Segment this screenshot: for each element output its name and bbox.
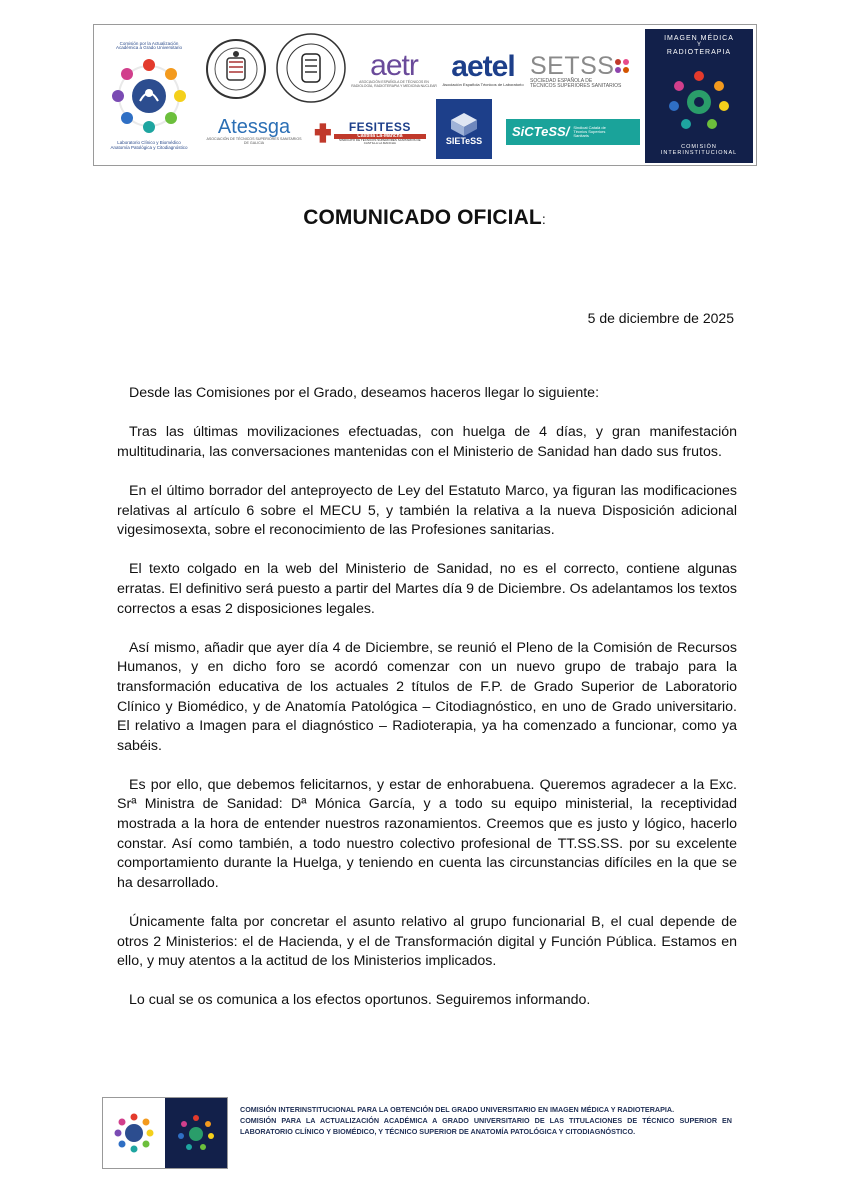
logo-text: SINDICATO DE TÉCNICOS SUPERIORES SANITARIOS DE CASTILLA LA MANCHA: [339, 137, 421, 145]
paragraph: Así mismo, añadir que ayer día 4 de Diciembre, se reunió el Pleno de la Comisión de Recursos Humanos, y en dicho foro se acordó comenzar con un nuevo grupo de trabajo para la transformación educativa de los actuales 2 títulos de F.P. de Grado Superior de Laboratorio Clínico y Biomédico, y de Anatomía Patológica – Citodiagnóstico, en uno de Grado universitario. El relativo a Imagen para el diagnóstico – Radioterapia, ya ha comenzado a funcionar, como ya sabéis.: [117, 639, 737, 754]
paragraph: Desde las Comisiones por el Grado, deseamos haceros llegar lo siguiente:: [129, 385, 600, 401]
title-colon: :: [541, 211, 546, 227]
molecule-icon: [614, 58, 630, 74]
logo-text: Académica a Grado Universitario: [115, 45, 183, 51]
logo-text: COMISIÓN: [681, 144, 717, 151]
logo-text: SETSS: [530, 51, 615, 80]
logo-text: Laboratorio Clínico y Biomédico: [117, 140, 181, 145]
comision-grado-small-logo: [103, 1098, 165, 1168]
comision-grado-logo: [100, 29, 198, 163]
footer-logos: [102, 1097, 228, 1169]
people-circle-icon: [176, 1113, 216, 1153]
paragraph: En el último borrador del anteproyecto de Ley del Estatuto Marco, ya figuran las modificaciones relativas al artículo 6 sobre el MECU 5, y también la relativa a la nueva Disposición adicional vigesimosexta, sobre el reconocimiento de las Profesiones sanitarias.: [117, 482, 737, 539]
paragraph: Tras las últimas movilizaciones efectuadas, con huelga de 4 días, y gran manifestación multitudinaria, las conversaciones mantenidas con el Ministerio de Sanidad han dado sus frutos.: [117, 424, 737, 460]
sictess-logo: [506, 119, 640, 145]
title-text: COMUNICADO OFICIAL: [303, 206, 542, 229]
college-seal-2-icon: [274, 31, 348, 105]
logo-text: ASOCIACIÓN DE TÉCNICOS SUPERIORES SANITARIOS DE GALICIA: [206, 136, 302, 145]
people-circle-icon: [104, 51, 194, 141]
logo-text: ASOCIACIÓN ESPAÑOLA DE TÉCNICOS EN RADIOLOGÍA, RADIOTERAPIA Y MEDICINA NUCLEAR: [351, 80, 437, 88]
cube-icon: [449, 111, 479, 137]
page-title: [0, 206, 849, 230]
cross-icon: [314, 119, 332, 147]
logo-text: Asociación Española Técnicos de Laboratorio: [442, 81, 524, 87]
sietess-logo: [436, 99, 492, 159]
people-circle-icon: [664, 68, 734, 134]
logo-text: SiCTeSS/: [512, 124, 570, 140]
setss-logo: [530, 47, 640, 95]
imagen-medica-small-logo: [165, 1098, 227, 1168]
paragraph: Únicamente falta por concretar el asunto relativo al grupo funcionarial B, el cual depende de otros 2 Ministerios: el de Hacienda, y el de Transformación digital y Función Pública. Estamos en ello, y muy atentos a la actitud de los Ministerios implicados.: [117, 914, 737, 970]
atessga-logo: [206, 111, 302, 151]
logo-text: Atessga: [217, 115, 291, 138]
aetr-logo: [350, 39, 438, 99]
aetel-logo: [440, 39, 526, 99]
logo-text: aetel: [451, 50, 515, 84]
logo-text: Castilla La-Mancha: [334, 134, 426, 139]
logo-text: Y: [696, 42, 701, 49]
footer-text: [240, 1104, 732, 1137]
logo-text: IMAGEN MÉDICA: [664, 35, 734, 42]
logo-text: Anatomía Patológica y Citodiagnóstico: [110, 144, 188, 150]
logo-text: INTERINSTITUCIONAL: [660, 150, 738, 157]
logo-text: RADIOTERAPIA: [666, 48, 732, 56]
letter-body: [117, 384, 737, 1031]
footer-line: COMISIÓN INTERINSTITUCIONAL PARA LA OBTENCIÓN DEL GRADO UNIVERSITARIO EN IMAGEN MÉDICA Y RADIOTERAPIA.: [240, 1105, 675, 1114]
logo-text: FESITESS: [348, 119, 411, 134]
logo-text: SOCIEDAD ESPAÑOLA DE: [530, 77, 593, 84]
document-date: 5 de diciembre de 2025: [587, 310, 734, 326]
imagen-medica-logo: [645, 29, 753, 163]
logo-text: TÉCNICOS SUPERIORES SANITARIOS: [530, 83, 622, 90]
logo-text: aetr: [370, 48, 418, 82]
paragraph: El texto colgado en la web del Ministerio de Sanidad, no es el correcto, contiene algunas erratas. El definitivo será puesto a partir del Martes día 9 de Diciembre. Os adelantamos los textos correctos a esas 2 disposiciones legales.: [117, 561, 737, 617]
logo-text: Sindicat Català de Tècnics Superiors Sanitaris: [573, 124, 606, 139]
paragraph: Lo cual se os comunica a los efectos oportunos. Seguiremos informando.: [129, 992, 591, 1009]
people-circle-icon: [112, 1111, 156, 1155]
logo-text: SIETeSS: [445, 136, 483, 147]
college-seal-1-icon: [204, 37, 268, 101]
header-logo-band: [93, 24, 757, 166]
logo-text: Comisión por la Actualización: [119, 40, 179, 46]
paragraph: Es por ello, que debemos felicitarnos, y estar de enhorabuena. Queremos agradecer a la Exc. Srª Ministra de Sanidad: Dª Mónica García, y a todo su equipo ministerial, la receptividad mostrada a la hora de entender nuestros razonamientos. Creemos que es justo y lógico, hacerlo constar. Así como también, a todo nuestro colectivo profesional de TT.SS.SS. por su excelente comportamiento durante la Huelga, y teniendo en cuenta las circunstancias difíciles en la que se ha desarrollado.: [117, 776, 737, 891]
fesitess-logo: [314, 113, 426, 153]
footer-line: COMISIÓN PARA LA ACTUALIZACIÓN ACADÉMICA A GRADO UNIVERSITARIO DE LAS TITULACIONES DE TÉCNICO SUPERIOR EN LABORATORIO CLÍNICO Y BIOMÉDICO, Y TÉCNICO SUPERIOR DE ANATOMÍA PATOLÓGICA Y CITODIAGNÓSTICO.: [240, 1116, 732, 1136]
